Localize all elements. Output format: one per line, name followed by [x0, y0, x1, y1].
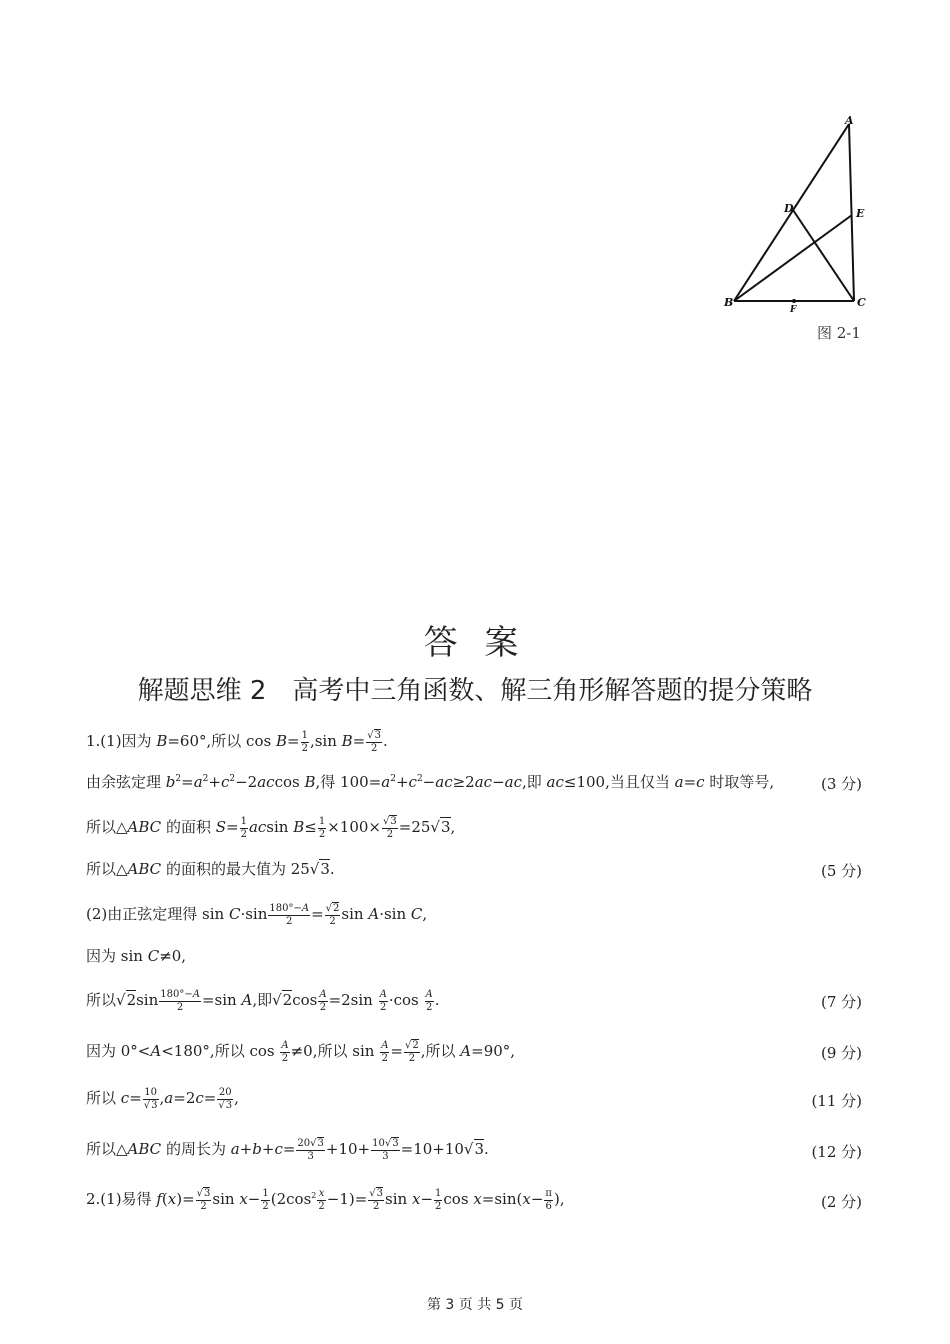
label-f: F	[790, 305, 797, 315]
score-label: (7 分)	[820, 993, 862, 1011]
solution-line-7: 所以√2sin $\frac{180^\circ-A}{2}$ =sin A,即√2cos $\frac{A}{2}$ =2sin $\frac{A}{2}$ ·cos $\frac{A}{2}$ .	[86, 989, 440, 1013]
score-label: (11 分)	[811, 1092, 862, 1110]
score-label: (2 分)	[820, 1193, 862, 1211]
label-a: A	[845, 114, 854, 127]
triangle-figure	[722, 112, 872, 322]
section-title: 解题思维 2 高考中三角函数、解三角形解答题的提分策略	[137, 676, 813, 706]
segment-dc	[793, 210, 854, 301]
label-e: E	[856, 207, 865, 220]
figure-caption: 图 2-1	[817, 324, 861, 342]
label-d: D	[784, 202, 794, 215]
solution-line-8: 因为 0°<A<180°,所以 cos $\frac{A}{2}$ ≠0,所以 sin $\frac{A}{2}$ = $\frac{√2}{2}$ ,所以 A=90°,	[86, 1040, 516, 1064]
label-c: C	[857, 296, 866, 309]
solution-line-11: 2.(1)易得 f(x)= $\frac{√3}{2}$ sin x− $\frac{1}{2}$ ($2\cos^2$ $\frac{x}{2}$ −1)= $\frac{√3}{2}$ sin x− $\frac{1}{2}$ cos x=sin(x− $\frac{\pi}{6}$ ),	[86, 1188, 565, 1212]
label-b: B	[724, 296, 734, 309]
score-label: (5 分)	[820, 862, 862, 880]
score-label: (3 分)	[820, 775, 862, 793]
score-label: (9 分)	[820, 1044, 862, 1062]
page-footer: 第 3 页 共 5 页	[426, 1297, 524, 1313]
solution-line-3: 所以△ABC 的面积 S= $\frac{1}{2}$ acsin B≤ $\frac{1}{2}$ ×100× $\frac{√3}{2}$ =25√3,	[86, 816, 456, 840]
segment-be	[734, 215, 852, 301]
solution-line-6: 因为 sin C≠0,	[86, 947, 187, 965]
solution-line-9: 所以 c= $\frac{10}{√3}$ ,a=2c= $\frac{20}{√3}$ ,	[86, 1087, 239, 1111]
solution-line-1: 1.(1)因为 B=60°,所以 cos B= $\frac{1}{2}$ ,sin B= $\frac{√3}{2}$ .	[86, 730, 388, 754]
solution-line-2: 由余弦定理 $b^2=a^2+c^2-2accos$ B,得 $100=a^2+c^2-ac\ge 2ac-ac$,即 ac≤100,当且仅当 a=c 时取等号,	[86, 773, 775, 791]
point-f	[792, 299, 796, 303]
solution-line-5: (2)由正弦定理得 sin C·sin $\frac{180^\circ-A}{2}$ = $\frac{√2}{2}$ sin A·sin C,	[86, 903, 428, 927]
segment-ac	[849, 124, 854, 301]
solution-line-10: 所以△ABC 的周长为 a+b+c= $\frac{20√3}{3}$ +10+ $\frac{10√3}{3}$ =10+10√3.	[86, 1138, 489, 1162]
solution-line-4: 所以△ABC 的面积的最大值为 25√3.	[86, 860, 335, 878]
score-label: (12 分)	[811, 1143, 862, 1161]
page-title: 答 案	[423, 623, 527, 663]
